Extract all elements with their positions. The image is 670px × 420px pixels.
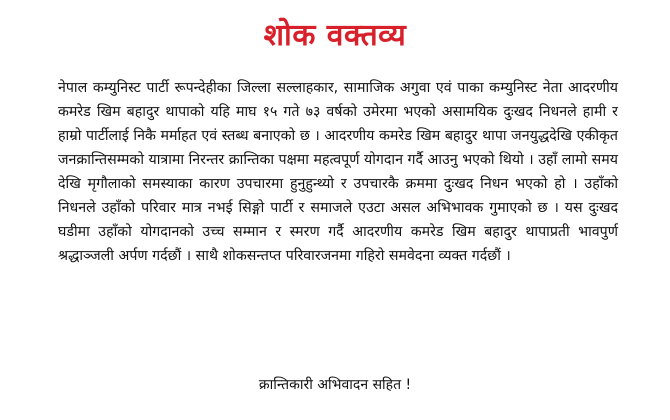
closing-salutation: क्रान्तिकारी अभिवादन सहित ! <box>258 377 412 393</box>
statement-body: नेपाल कम्युनिस्ट पार्टी रूपन्देहीका जिल्ला सल्लाहकार, सामाजिक अगुवा एवं पाका कम्युनिस्ट नेता आदरणीय कमरेड खिम बहादुर थापाको यहि माघ १५ गते ७३ वर्षको उमेरमा भएको असामयिक दुःखद निधनले हामी र हाम्रो पार्टीलाई निकै मर्माहत एवं स्तब्ध बनाएको छ । आदरणीय कमरेड खिम बहादुर थापा जनयुद्धदेखि एकीकृत जनक्रान्तिसम्मको यात्रामा निरन्तर क्रान्तिका पक्षमा महत्वपूर्ण योगदान गर्दै आउनु भएको थियो । उहाँ लामो समय देखि मृगौलाको समस्याका कारण उपचारमा हुनुहुन्थ्यो र उपचारकै क्रममा दुःखद निधन भएको हो । उहाँको निधनले उहाँको परिवार मात्र नभई सिङ्गो पार्टी र समाजले एउटा असल अभिभावक गुमाएको छ । यस दुःखद घडीमा उहाँको योगदानको उच्च सम्मान र स्मरण गर्दै आदरणीय कमरेड खिम बहादुर थापाप्रती भावपुर्ण श्रद्धाञ्जली अर्पण गर्दछौं । साथै शोकसन्तप्त परिवारजनमा गहिरो समवेदना व्यक्त गर्दछौं । <box>58 80 618 264</box>
document-title: शोक वक्तव्य <box>263 18 407 53</box>
